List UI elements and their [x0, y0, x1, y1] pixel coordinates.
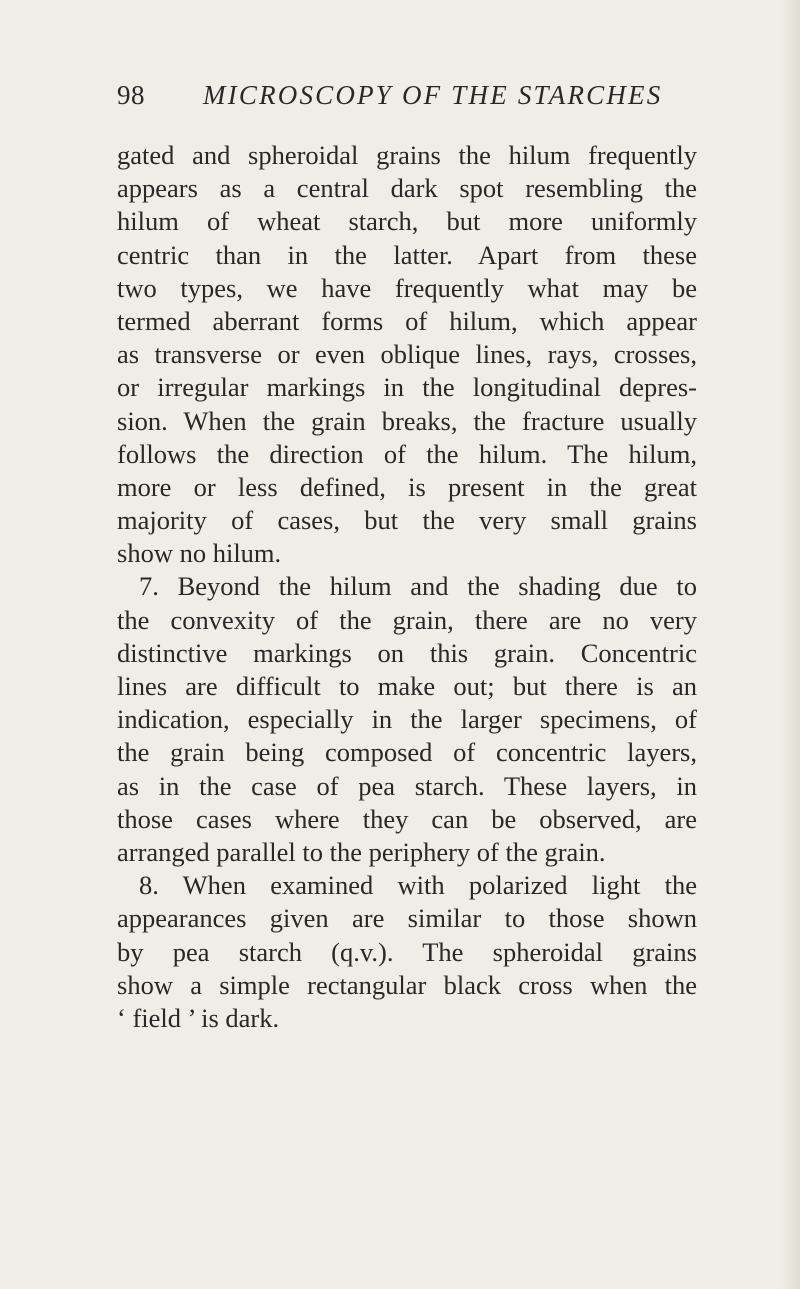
text-line: show no hilum.: [117, 538, 282, 569]
text-line: majority of cases, but the very small grains: [117, 505, 697, 536]
text-line: 7. Beyond the hilum and the shading due to: [139, 571, 697, 602]
text-line: or irregular markings in the longitudinal depres-: [117, 372, 697, 403]
text-line: two types, we have frequently what may be: [117, 272, 697, 303]
text-line: termed aberrant forms of hilum, which appear: [117, 305, 697, 336]
text-line: lines are difficult to make out; but there is an: [117, 671, 697, 701]
text-line: as in the case of pea starch. These layers, in: [117, 770, 697, 801]
text-line: appearances given are similar to those shown: [117, 903, 697, 934]
text-line: those cases where they can be observed, are: [117, 803, 697, 834]
running-title: MICROSCOPY OF THE STARCHES: [203, 80, 663, 110]
running-head: [117, 80, 677, 120]
page-edge-shadow: [782, 0, 800, 1289]
text-line: hilum of wheat starch, but more uniformly: [117, 206, 697, 237]
text-line: distinctive markings on this grain. Concentric: [117, 637, 697, 668]
text-line: more or less defined, is present in the great: [117, 471, 697, 502]
body-text: [117, 139, 697, 1035]
text-line: sion. When the grain breaks, the fracture usually: [117, 405, 697, 436]
text-line: 8. When examined with polarized light the: [139, 870, 697, 901]
text-line: as transverse or even oblique lines, rays, crosses,: [117, 339, 697, 370]
page-number: 98: [117, 80, 145, 110]
text-line: indication, especially in the larger specimens, of: [117, 704, 697, 735]
text-line: follows the direction of the hilum. The hilum,: [117, 438, 697, 469]
text-line: ‘ field ’ is dark.: [117, 1002, 280, 1033]
text-line: gated and spheroidal grains the hilum frequently: [117, 140, 697, 170]
text-line: the grain being composed of concentric layers,: [117, 737, 697, 768]
text-line: appears as a central dark spot resembling the: [117, 173, 697, 204]
text-line: centric than in the latter. Apart from these: [117, 239, 697, 270]
text-line: show a simple rectangular black cross when the: [117, 969, 697, 1000]
text-line: the convexity of the grain, there are no very: [117, 604, 697, 635]
text-line: arranged parallel to the periphery of the grain.: [117, 836, 606, 867]
text-line: by pea starch (q.v.). The spheroidal grains: [117, 936, 697, 967]
